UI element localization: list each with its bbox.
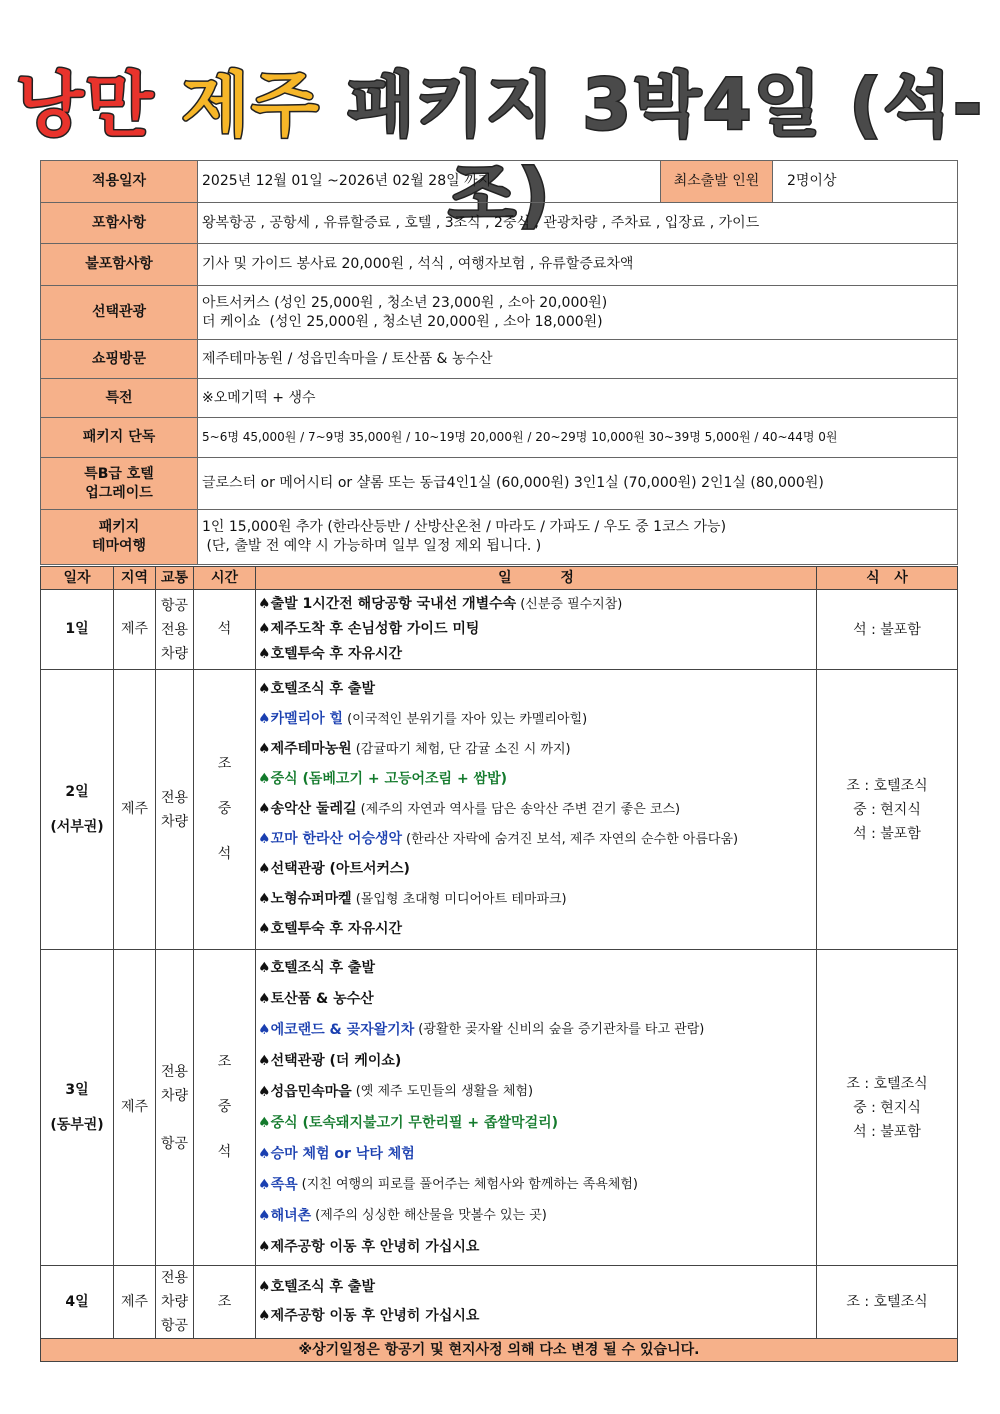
- meal-cell: [817, 590, 958, 670]
- itinerary-main: 토산품 & 농수산: [270, 990, 374, 1007]
- theme-line-2: (단, 출발 전 예약 시 가능하며 일부 일정 제외 됩니다. ): [202, 538, 542, 554]
- itinerary-item: [258, 1302, 814, 1331]
- itinerary-main: 호텔조식 후 출발: [270, 681, 375, 698]
- spade-bullet-icon: ♠: [258, 801, 271, 818]
- meal-line: 조 : 호텔조식: [846, 777, 928, 794]
- itinerary-item: [258, 1139, 814, 1170]
- title-part3: 패키지 3박4일 (석-조): [347, 64, 985, 236]
- meal-line: 석 : 불포함: [853, 621, 921, 638]
- meal-line: 석 : 불포함: [853, 1123, 921, 1140]
- day-cell: [41, 950, 114, 1266]
- itinerary-note: (지친 여행의 피로를 풀어주는 체험사와 함께하는 족욕체험): [301, 1177, 638, 1193]
- day-row: [41, 670, 958, 950]
- itinerary-main: 꼬마 한라산 어승생악: [270, 831, 403, 848]
- schedule-table: [40, 566, 958, 1362]
- spade-bullet-icon: ♠: [258, 1308, 271, 1325]
- meal-line: 중 : 현지식: [853, 801, 921, 818]
- itinerary-note: (광활한 곶자왈 신비의 숲을 증기관차를 타고 관람): [418, 1022, 705, 1038]
- region-cell: 제주: [114, 670, 156, 950]
- itinerary-main: 제주테마농원: [270, 741, 352, 758]
- itinerary-item: [258, 1201, 814, 1232]
- day-cell: [41, 670, 114, 950]
- time-cell: [194, 590, 256, 670]
- shop-value: 제주테마농원 / 성읍민속마을 / 토산품 & 농수산: [198, 340, 958, 379]
- spade-bullet-icon: ♠: [258, 1114, 271, 1131]
- itinerary-item: [258, 1232, 814, 1263]
- spade-bullet-icon: ♠: [258, 959, 271, 976]
- spade-bullet-icon: ♠: [258, 1052, 271, 1069]
- day-row: [41, 590, 958, 670]
- opt-line-2: 더 케이쇼 (성인 25,000원 , 청소년 20,000원 , 소아 18,000원): [202, 313, 603, 330]
- itinerary-item: [258, 1108, 814, 1139]
- spade-bullet-icon: ♠: [258, 861, 271, 878]
- transport-cell: [156, 670, 194, 950]
- itinerary-note: (이국적인 분위기를 자아 있는 카멜리아힐): [347, 711, 588, 727]
- spade-bullet-icon: ♠: [258, 1021, 271, 1038]
- head-trans: 교통: [156, 567, 194, 590]
- itinerary-note: (제주의 싱싱한 해산물을 맛볼수 있는 곳): [315, 1208, 547, 1224]
- incl-label: 포함사항: [41, 203, 198, 244]
- time-slot: 조: [217, 1054, 232, 1071]
- spade-bullet-icon: ♠: [258, 891, 271, 908]
- theme-line-1: 1인 15,000원 추가 (한라산등반 / 산방산온천 / 마라도 / 가파도 / 우도 중 1코스 가능): [202, 519, 727, 536]
- incl-value: 왕복항공 , 공항세 , 유류할증료 , 호텔 , 3조식 , 2중식 , 관광차량 , 주차료 , 입장료 , 가이드: [198, 203, 958, 244]
- spade-bullet-icon: ♠: [258, 646, 271, 663]
- theme-value: [198, 510, 958, 565]
- meal-line: 중 : 현지식: [853, 1099, 921, 1116]
- day-label: 3일: [65, 1081, 89, 1098]
- day-cell: [41, 1266, 114, 1339]
- itinerary-main: 중식 (토속돼지불고기 무한리필 + 좁쌀막걸리): [270, 1114, 559, 1131]
- meal-line: 석 : 불포함: [853, 825, 921, 842]
- upgrade-label: [41, 458, 198, 510]
- day-label: 2일: [65, 783, 89, 800]
- itinerary-main: 노형슈퍼마켙: [270, 891, 352, 908]
- itinerary-main: 제주공항 이동 후 안녕히 가십시요: [270, 1308, 480, 1325]
- transport-cell: [156, 1266, 194, 1339]
- itinerary-main: 카멜리아 힐: [270, 711, 344, 728]
- perk-value: ※오메기떡 + 생수: [198, 379, 958, 418]
- itinerary-cell: [256, 670, 817, 950]
- title-part2: 제주: [181, 64, 321, 146]
- transport-line: 항공: [160, 597, 189, 614]
- itinerary-item: [258, 735, 814, 765]
- meal-line: 조 : 호텔조식: [846, 1075, 928, 1092]
- transport-line: 차량: [160, 1087, 189, 1104]
- excl-label: 불포함사항: [41, 244, 198, 286]
- spade-bullet-icon: ♠: [258, 711, 271, 728]
- region-cell: 제주: [114, 590, 156, 670]
- time-slot: 중: [217, 1099, 232, 1116]
- spade-bullet-icon: ♠: [258, 771, 271, 788]
- head-day: 일자: [41, 567, 114, 590]
- spade-bullet-icon: ♠: [258, 1238, 271, 1255]
- itinerary-main: 호텔조식 후 출발: [270, 959, 375, 976]
- transport-line: 항공: [160, 1318, 189, 1334]
- meal-cell: [817, 950, 958, 1266]
- itinerary-item: [258, 765, 814, 795]
- itinerary-main: 제주도착 후 손님성함 가이드 미팅: [270, 621, 480, 638]
- spade-bullet-icon: ♠: [258, 990, 271, 1007]
- upgrade-label-line1: 특B급 호텔: [84, 465, 154, 482]
- itinerary-item: [258, 953, 814, 984]
- day-label: 1일: [65, 621, 89, 638]
- transport-cell: [156, 590, 194, 670]
- spade-bullet-icon: ♠: [258, 681, 271, 698]
- itinerary-item: [258, 1077, 814, 1108]
- itinerary-main: 성읍민속마을: [270, 1083, 352, 1100]
- itinerary-item: [258, 825, 814, 855]
- itinerary-item: [258, 675, 814, 705]
- itinerary-main: 호텔투숙 후 자유시간: [270, 921, 403, 938]
- time-cell: [194, 1266, 256, 1339]
- time-cell: [194, 670, 256, 950]
- day-row: [41, 950, 958, 1266]
- theme-label-line1: 패키지: [98, 519, 140, 536]
- min-value: 2명이상: [773, 161, 958, 203]
- itinerary-cell: [256, 590, 817, 670]
- itinerary-item: [258, 1273, 814, 1302]
- itinerary-main: 선택관광 (더 케이쇼): [270, 1052, 402, 1069]
- itinerary-note: (감귤따기 체험, 단 감귤 소진 시 까지): [355, 741, 571, 757]
- head-time: 시간: [194, 567, 256, 590]
- itinerary-item: [258, 984, 814, 1015]
- spade-bullet-icon: ♠: [258, 1145, 271, 1162]
- day-sublabel: (동부권): [50, 1116, 104, 1133]
- footer-note: ※상기일정은 항공기 및 현지사정 의해 다소 변경 될 수 있습니다.: [41, 1339, 958, 1362]
- theme-label: [41, 510, 198, 565]
- itinerary-item: [258, 617, 814, 642]
- head-itin: 일 정: [256, 567, 817, 590]
- period-label: 적용일자: [41, 161, 198, 203]
- itinerary-main: 호텔투숙 후 자유시간: [270, 646, 403, 663]
- spade-bullet-icon: ♠: [258, 1083, 271, 1100]
- transport-line: 전용: [160, 1270, 189, 1286]
- itinerary-item: [258, 705, 814, 735]
- spade-bullet-icon: ♠: [258, 1176, 271, 1193]
- group-value: 5~6명 45,000원 / 7~9명 35,000원 / 10~19명 20,000원 / 20~29명 10,000원 30~39명 5,000원 / 40~44명 0원: [198, 418, 958, 458]
- meal-cell: [817, 670, 958, 950]
- itinerary-main: 제주공항 이동 후 안녕히 가십시요: [270, 1238, 480, 1255]
- itinerary-item: [258, 855, 814, 885]
- spade-bullet-icon: ♠: [258, 1279, 271, 1296]
- upgrade-label-line2: 업그레이드: [85, 484, 153, 501]
- transport-line: 차량: [160, 645, 189, 662]
- period-value: 2025년 12월 01일 ~2026년 02월 28일 까지: [198, 161, 661, 203]
- opt-label: 선택관광: [41, 286, 198, 340]
- itinerary-main: 족욕: [270, 1176, 298, 1193]
- min-label: 최소출발 인원: [661, 161, 773, 203]
- meal-line: 조 : 호텔조식: [846, 1294, 928, 1310]
- itinerary-note: (신분증 필수지참): [520, 596, 623, 612]
- spade-bullet-icon: ♠: [258, 596, 271, 613]
- itinerary-main: 승마 체험 or 낙타 체험: [270, 1145, 415, 1162]
- head-meal: 식 사: [817, 567, 958, 590]
- itinerary-note: (옛 제주 도민들의 생활을 체험): [355, 1084, 534, 1100]
- head-region: 지역: [114, 567, 156, 590]
- upgrade-value: 글로스터 or 메어시티 or 샬롬 또는 동급4인1실 (60,000원) 3인1실 (70,000원) 2인1실 (80,000원): [198, 458, 958, 510]
- itinerary-note: (제주의 자연과 역사를 담은 송악산 주변 걷기 좋은 코스): [360, 801, 681, 817]
- title-part1: 낭만: [15, 64, 156, 146]
- itinerary-item: [258, 1015, 814, 1046]
- info-table: [40, 160, 958, 565]
- transport-line: 전용: [160, 621, 189, 638]
- itinerary-cell: [256, 1266, 817, 1339]
- itinerary-main: 출발 1시간전 해당공항 국내선 개별수속: [270, 596, 517, 613]
- day-cell: [41, 590, 114, 670]
- itinerary-main: 에코랜드 & 곶자왈기차: [270, 1021, 415, 1038]
- day-label: 4일: [65, 1293, 89, 1310]
- itinerary-note: (한라산 자락에 숨겨진 보석, 제주 자연의 순수한 아름다움): [406, 831, 739, 847]
- time-slot: 조: [217, 1293, 232, 1310]
- spade-bullet-icon: ♠: [258, 741, 271, 758]
- itinerary-main: 중식 (돔베고기 + 고등어조림 + 쌈밥): [270, 771, 508, 788]
- time-slot: 석: [217, 1143, 232, 1160]
- itinerary-main: 호텔조식 후 출발: [270, 1279, 375, 1296]
- spade-bullet-icon: ♠: [258, 831, 271, 848]
- day-row: [41, 1266, 958, 1339]
- itinerary-item: [258, 795, 814, 825]
- itinerary-item: [258, 592, 814, 617]
- itinerary-item: [258, 1170, 814, 1201]
- transport-line: 차량: [160, 1294, 189, 1310]
- itinerary-item: [258, 642, 814, 667]
- itinerary-item: [258, 885, 814, 915]
- region-cell: 제주: [114, 950, 156, 1266]
- meal-cell: [817, 1266, 958, 1339]
- theme-label-line2: 테마여행: [91, 538, 147, 554]
- opt-value: [198, 286, 958, 340]
- schedule-body: [41, 590, 958, 1339]
- opt-line-1: 아트서커스 (성인 25,000원 , 청소년 23,000원 , 소아 20,000원): [202, 294, 608, 311]
- transport-line: 항공: [160, 1135, 189, 1152]
- time-slot: 석: [217, 621, 232, 638]
- time-cell: [194, 950, 256, 1266]
- excl-value: 기사 및 가이드 봉사료 20,000원 , 석식 , 여행자보험 , 유류할증료차액: [198, 244, 958, 286]
- itinerary-cell: [256, 950, 817, 1266]
- spade-bullet-icon: ♠: [258, 921, 271, 938]
- spade-bullet-icon: ♠: [258, 621, 271, 638]
- time-slot: 중: [217, 801, 232, 818]
- itinerary-main: 송악산 둘레길: [270, 801, 357, 818]
- transport-line: 차량: [160, 813, 189, 830]
- transport-line: 전용: [160, 789, 189, 806]
- region-cell: 제주: [114, 1266, 156, 1339]
- transport-cell: [156, 950, 194, 1266]
- itinerary-main: 선택관광 (아트서커스): [270, 861, 410, 878]
- time-slot: 석: [217, 845, 232, 862]
- perk-label: 특전: [41, 379, 198, 418]
- itinerary-main: 해녀촌: [270, 1207, 312, 1224]
- spade-bullet-icon: ♠: [258, 1207, 271, 1224]
- itinerary-item: [258, 1046, 814, 1077]
- itinerary-item: [258, 915, 814, 945]
- shop-label: 쇼핑방문: [41, 340, 198, 379]
- transport-line: [160, 1108, 189, 1132]
- itinerary-note: (몰입형 초대형 미디어아트 테마파크): [355, 891, 567, 907]
- time-slot: 조: [217, 756, 232, 773]
- transport-line: 전용: [160, 1063, 189, 1080]
- group-label: 패키지 단독: [41, 418, 198, 458]
- day-sublabel: (서부권): [50, 818, 104, 835]
